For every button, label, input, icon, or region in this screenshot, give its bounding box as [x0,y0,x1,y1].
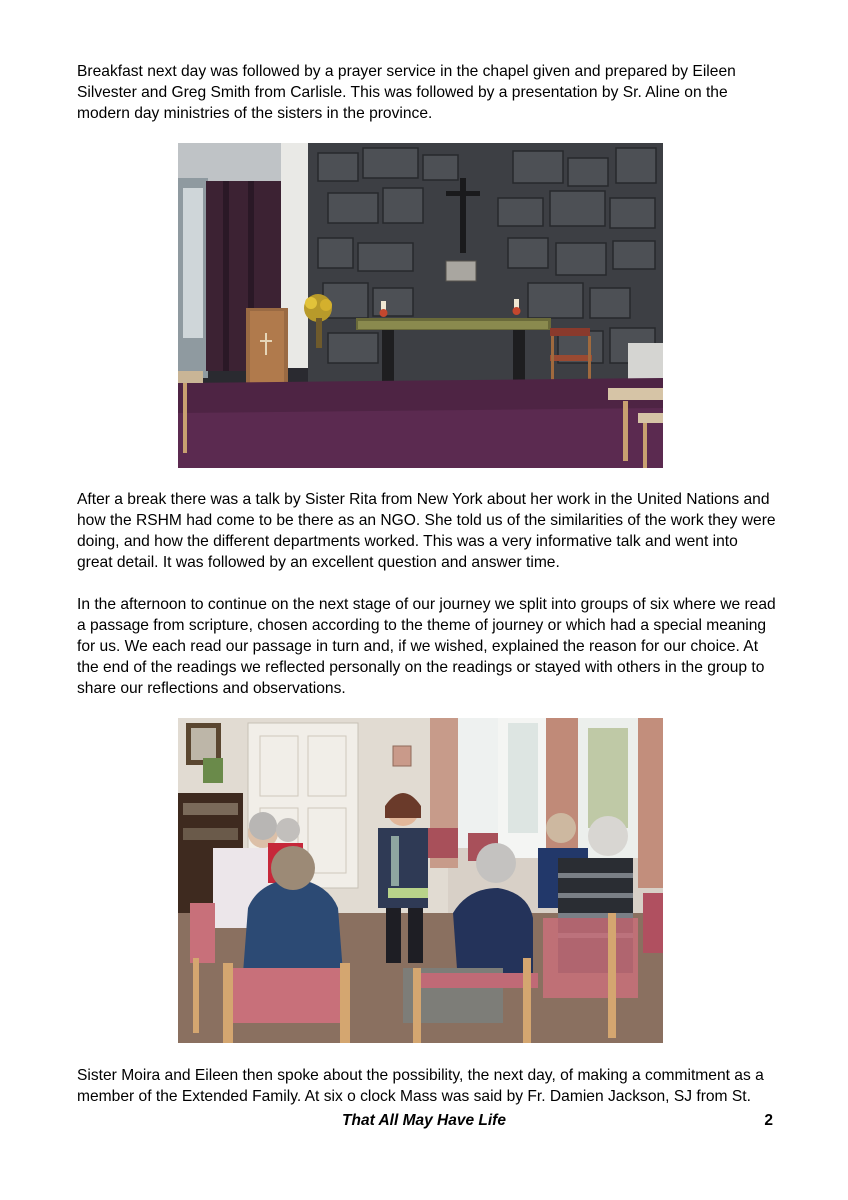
page-number: 2 [764,1112,773,1129]
page-footer [0,1112,848,1134]
chapel-photo [178,143,663,468]
group-reading-photo [178,718,663,1043]
paragraph-afternoon: In the afternoon to continue on the next stage of our journey we split into groups of six where we read a passage from scripture, chosen according to the theme of journey or which had a special meaning for us. We each read our passage in turn and, if we wished, explained the reason for our choice. At the end of the readings we reflected personally on the readings or stayed with others in the group to share our reflections and observations. [77,596,776,697]
paragraph-talk: After a break there was a talk by Sister Rita from New York about her work in the United Nations and how the RSHM had come to be there as an NGO. She told us of the similarities of the work they were doing, and how the different departments worked. This was a very informative talk and went into great detail. It was followed by an excellent question and answer time. [77,491,776,571]
paragraph-breakfast: Breakfast next day was followed by a prayer service in the chapel given and prepared by Eileen Silvester and Greg Smith from Carlisle. This was followed by a presentation by Sr. Aline on the modern day ministries of the sisters in the province. [77,63,736,122]
paragraph-commitment: Sister Moira and Eileen then spoke about the possibility, the next day, of making a commitment as a member of the Extended Family. At six o clock Mass was said by Fr. Damien Jackson, SJ from St. [77,1067,764,1105]
footer-title: That All May Have Life [342,1112,506,1129]
